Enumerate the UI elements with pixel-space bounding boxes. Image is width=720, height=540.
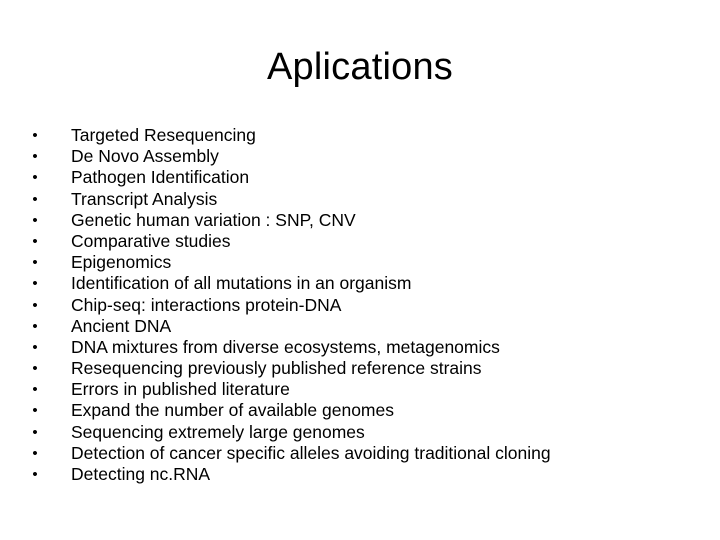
bullet-icon: • xyxy=(32,127,38,144)
slide-title: Aplications xyxy=(267,46,453,88)
bullet-text: Detecting nc.RNA xyxy=(71,464,211,484)
bullet-text: Epigenomics xyxy=(71,252,172,273)
bullet-text: DNA mixtures from diverse ecosystems, metagenomics xyxy=(71,336,500,357)
bullet-text: Resequencing previously published reference strains xyxy=(71,358,482,379)
bullet-icon: • xyxy=(32,402,38,420)
bullet-text: Comparative studies xyxy=(71,230,231,251)
bullet-text: De Novo Assembly xyxy=(71,146,219,167)
bullet-icon: • xyxy=(32,254,38,272)
bullet-icon: • xyxy=(32,148,38,166)
bullet-icon: • xyxy=(32,296,38,314)
bullet-icon: • xyxy=(32,423,38,441)
bullet-text: Errors in published literature xyxy=(71,379,290,400)
bullet-icon: • xyxy=(32,275,38,293)
bullet-icon: • xyxy=(32,232,38,250)
bullet-icon: • xyxy=(32,317,38,335)
bullet-text: Targeted Resequencing xyxy=(71,125,256,145)
bullet-text: Genetic human variation : SNP, CNV xyxy=(71,209,356,230)
bullet-text: Detection of cancer specific alleles avoiding traditional cloning xyxy=(71,442,551,463)
bullet-icon: • xyxy=(32,338,38,356)
bullet-text: Ancient DNA xyxy=(71,315,172,336)
bullet-icon: • xyxy=(32,211,38,229)
bullet-text: Chip-seq: interactions protein-DNA xyxy=(71,294,342,315)
bullet-text: Transcript Analysis xyxy=(71,188,218,209)
bullet-icon: • xyxy=(32,360,38,378)
bullet-icon: • xyxy=(32,169,38,187)
bullet-text: Pathogen Identification xyxy=(71,167,250,188)
bullet-icon: • xyxy=(32,444,38,462)
bullet-icon: • xyxy=(32,190,38,208)
bullet-icon: • xyxy=(32,381,38,399)
bullet-icon: • xyxy=(32,466,38,483)
bullet-text: Identification of all mutations in an organism xyxy=(71,273,412,294)
bullet-text: Expand the number of available genomes xyxy=(71,400,394,421)
bullet-text: Sequencing extremely large genomes xyxy=(71,421,365,442)
